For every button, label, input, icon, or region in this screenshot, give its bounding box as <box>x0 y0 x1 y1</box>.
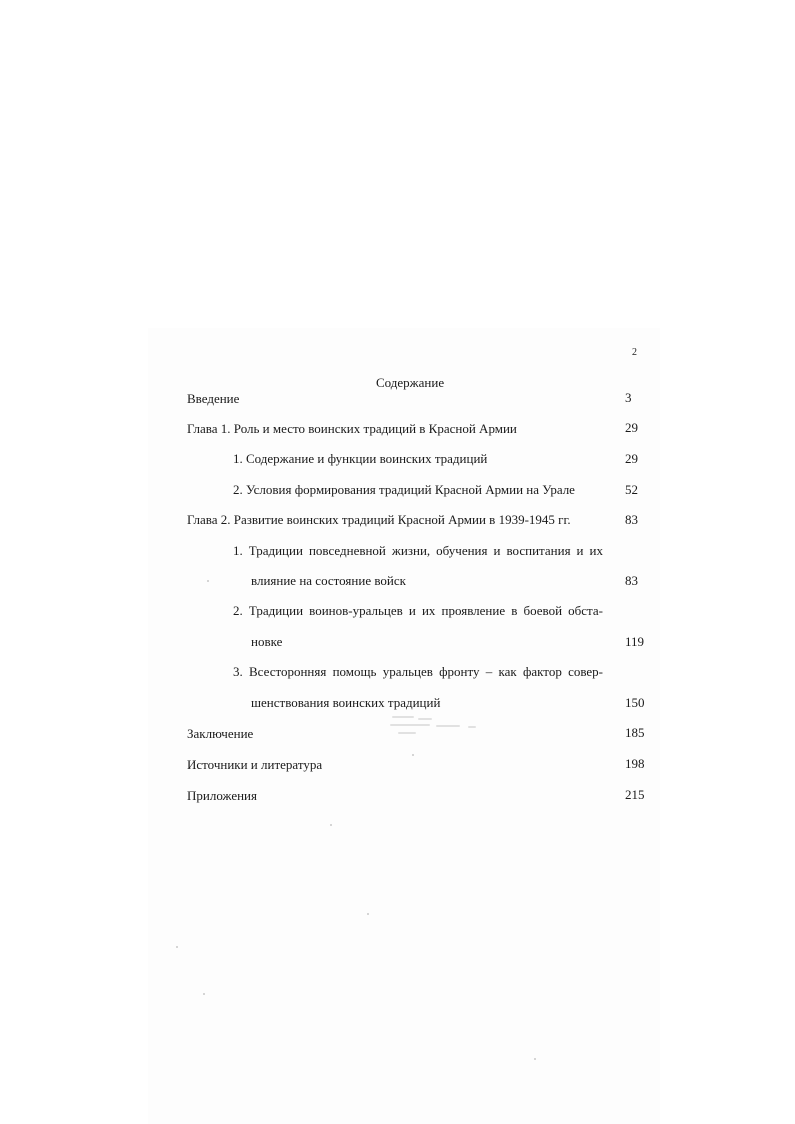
toc-page: 52 <box>625 482 638 497</box>
toc-label: Глава 1. Роль и место воинских традиций в Красной Армии <box>187 421 517 436</box>
toc-page: 3 <box>625 390 632 405</box>
toc-page: 215 <box>625 787 645 802</box>
toc-label: Введение <box>187 391 240 406</box>
toc-page: 29 <box>625 451 638 466</box>
toc-label: Приложения <box>187 788 257 803</box>
toc-label-line1: 2. Традиции воинов-уральцев и их проявление в боевой обста- <box>233 603 603 618</box>
toc-page: 150 <box>625 695 645 710</box>
scan-speck <box>176 946 178 948</box>
toc-page: 29 <box>625 420 638 435</box>
toc-label: Заключение <box>187 726 254 741</box>
toc-label: Источники и литература <box>187 757 323 772</box>
scan-speck <box>330 824 332 826</box>
faded-stamp <box>388 713 478 739</box>
scan-speck <box>367 913 369 915</box>
toc-title: Содержание <box>376 375 445 390</box>
toc-page: 83 <box>625 512 638 527</box>
scan-speck <box>203 993 205 995</box>
scan-speck <box>207 580 209 582</box>
toc-label-line2: влияние на состояние войск <box>251 573 406 588</box>
toc-page: 198 <box>625 756 645 771</box>
scan-speck <box>412 754 414 756</box>
toc-label-line2: новке <box>251 634 283 649</box>
toc-page: 119 <box>625 634 645 649</box>
toc-label: Глава 2. Развитие воинских традиций Красной Армии в 1939-1945 гг. <box>187 512 571 527</box>
toc-label-line1: 3. Всесторонняя помощь уральцев фронту – как фактор совер- <box>233 664 603 679</box>
toc-page: 83 <box>625 573 638 588</box>
page-number: 2 <box>632 347 637 358</box>
toc-label-line1: 1. Традиции повседневной жизни, обучения и воспитания и их <box>233 543 603 558</box>
toc-page: 185 <box>625 725 645 740</box>
toc-label-line2: шенствования воинских традиций <box>251 695 441 710</box>
toc-label: 2. Условия формирования традиций Красной Армии на Урале <box>233 482 575 497</box>
scan-speck <box>534 1058 536 1060</box>
toc-label: 1. Содержание и функции воинских традиций <box>233 451 488 466</box>
